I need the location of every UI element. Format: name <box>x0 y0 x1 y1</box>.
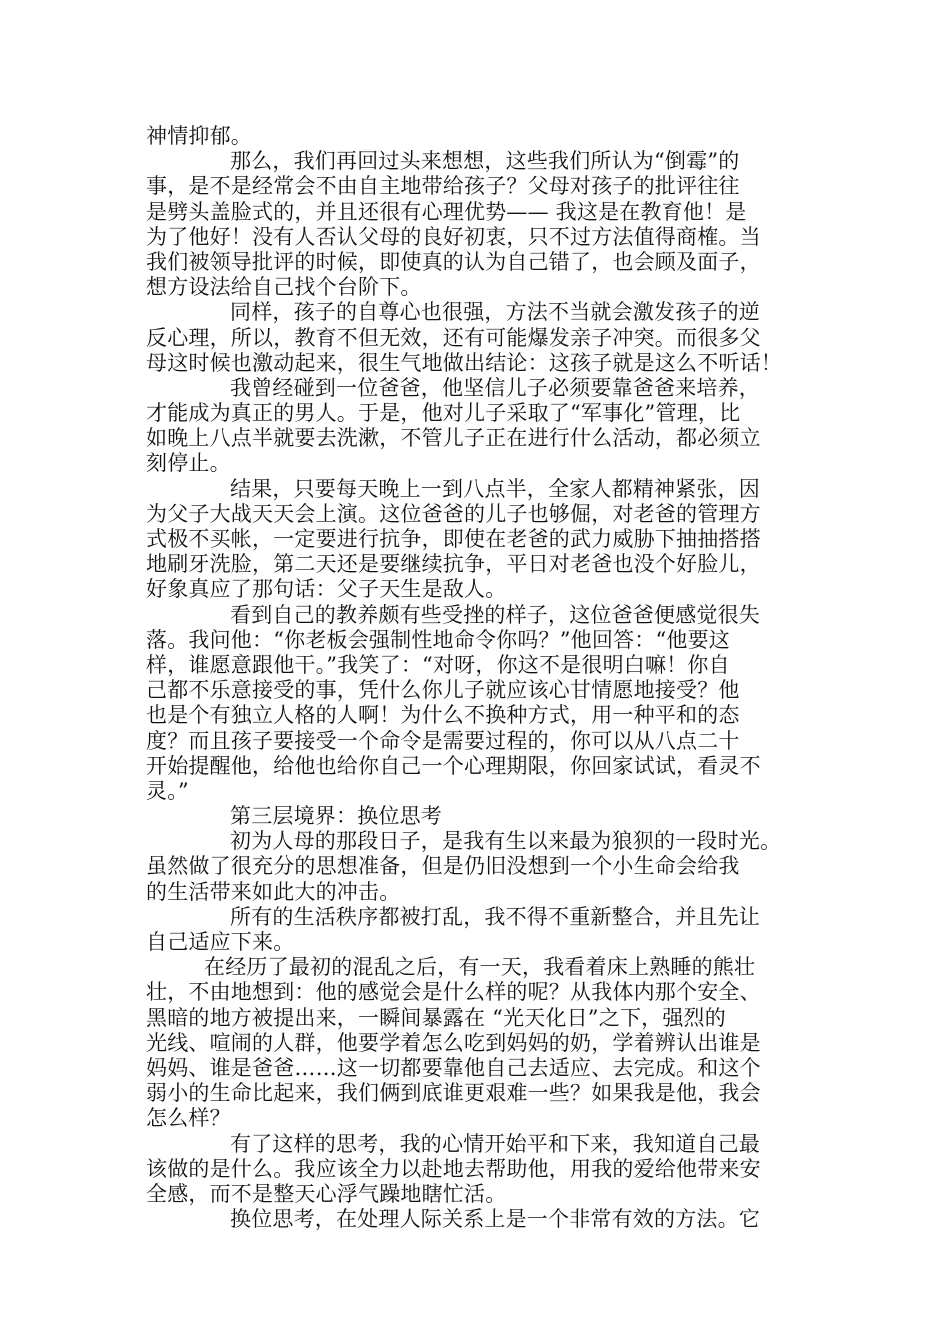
text-line: 好象真应了那句话：父子天生是敌人。 <box>146 577 507 602</box>
text-line: 光线、喧闹的人群，他要学着怎么吃到妈妈的奶，学着辨认出谁是 <box>146 1030 761 1055</box>
text-line: 换位思考，在处理人际关系上是一个非常有效的方法。它 <box>230 1207 760 1232</box>
text-line: 开始提醒他，给他也给你自己一个心理期限，你回家试试，看灵不 <box>146 753 761 778</box>
text-line: 所有的生活秩序都被打乱，我不得不重新整合，并且先让 <box>230 904 760 929</box>
text-line: 反心理，所以，教育不但无效，还有可能爆发亲子冲突。而很多父 <box>146 325 761 350</box>
text-line: 度？而且孩子要接受一个命令是需要过程的，你可以从八点二十 <box>146 728 740 753</box>
text-line: 该做的是什么。我应该全力以赴地去帮助他，用我的爱给他带来安 <box>146 1156 761 1181</box>
text-line: 我们被领导批评的时候，即使真的认为自己错了，也会顾及面子， <box>146 249 761 274</box>
text-line: 同样，孩子的自尊心也很强，方法不当就会激发孩子的逆 <box>230 300 760 325</box>
text-line: 自己适应下来。 <box>146 930 295 954</box>
text-line: 在经历了最初的混乱之后，有一天，我看着床上熟睡的熊壮 <box>204 955 756 980</box>
text-line: 才能成为真正的男人。于是，他对儿子采取了“军事化”管理，比 <box>146 401 741 426</box>
text-line: 结果，只要每天晚上一到八点半，全家人都精神紧张，因 <box>230 476 760 501</box>
text-line: 己都不乐意接受的事，凭什么你儿子就应该心甘情愿地接受？他 <box>146 678 740 703</box>
text-line: 有了这样的思考，我的心情开始平和下来，我知道自己最 <box>230 1131 760 1156</box>
section-heading: 第三层境界：换位思考 <box>230 804 442 829</box>
text-line: 弱小的生命比起来，我们俩到底谁更艰难一些？如果我是他，我会 <box>146 1081 761 1106</box>
text-line: 式极不买帐，一定要进行抗争，即使在老爸的武力威胁下抽抽搭搭 <box>146 527 761 551</box>
text-line: 妈妈、谁是爸爸……这一切都要靠他自己去适应、去完成。和这个 <box>146 1055 761 1080</box>
text-line: 的生活带来如此大的冲击。 <box>146 879 401 904</box>
text-line: 初为人母的那段日子，是我有生以来最为狼狈的一段时光。 <box>230 829 782 854</box>
text-line: 壮，不由地想到：他的感觉会是什么样的呢？从我体内那个安全、 <box>146 980 761 1005</box>
text-line: 刻停止。 <box>146 451 231 476</box>
text-line: 虽然做了很充分的思想准备，但是仍旧没想到一个小生命会给我 <box>146 854 740 879</box>
text-line: 落。我问他：“你老板会强制性地命令你吗？”他回答：“他要这 <box>146 627 731 652</box>
text-line: 也是个有独立人格的人啊！为什么不换种方式，用一种平和的态 <box>146 703 740 728</box>
text-line: 为了他好！没有人否认父母的良好初衷，只不过方法值得商榷。当 <box>146 224 761 249</box>
text-line: 想方设法给自己找个台阶下。 <box>146 275 422 300</box>
text-line: 如晚上八点半就要去洗漱，不管儿子正在进行什么活动，都必须立 <box>146 426 761 451</box>
text-line: 我曾经碰到一位爸爸，他坚信儿子必须要靠爸爸来培养， <box>230 375 760 400</box>
text-line: 灵。” <box>146 778 189 803</box>
text-line: 为父子大战天天会上演。这位爸爸的儿子也够倔，对老爸的管理方 <box>146 501 761 526</box>
text-line: 那么，我们再回过头来想想，这些我们所认为“倒霉”的 <box>230 149 740 174</box>
text-line: 全感，而不是整天心浮气躁地瞎忙活。 <box>146 1181 507 1206</box>
text-line: 样，谁愿意跟他干。”我笑了：“对呀，你这不是很明白嘛！你自 <box>146 652 730 677</box>
text-line: 是劈头盖脸式的，并且还很有心理优势—— 我这是在教育他！是 <box>146 199 747 224</box>
text-line: 怎么样？ <box>146 1106 231 1131</box>
text-line: 事，是不是经常会不由自主地带给孩子？父母对孩子的批评往往 <box>146 174 740 199</box>
text-line: 地刷牙洗脸，第二天还是要继续抗争，平日对老爸也没个好脸儿， <box>146 552 761 577</box>
text-line: 看到自己的教养颇有些受挫的样子，这位爸爸便感觉很失 <box>230 602 760 627</box>
text-line: 母这时候也激动起来，很生气地做出结论：这孩子就是这么不听话！ <box>146 350 782 375</box>
text-line: 黑暗的地方被提出来，一瞬间暴露在 “光天化日”之下，强烈的 <box>146 1005 726 1030</box>
text-line: 神情抑郁。 <box>146 124 252 148</box>
document-body <box>146 124 814 1232</box>
